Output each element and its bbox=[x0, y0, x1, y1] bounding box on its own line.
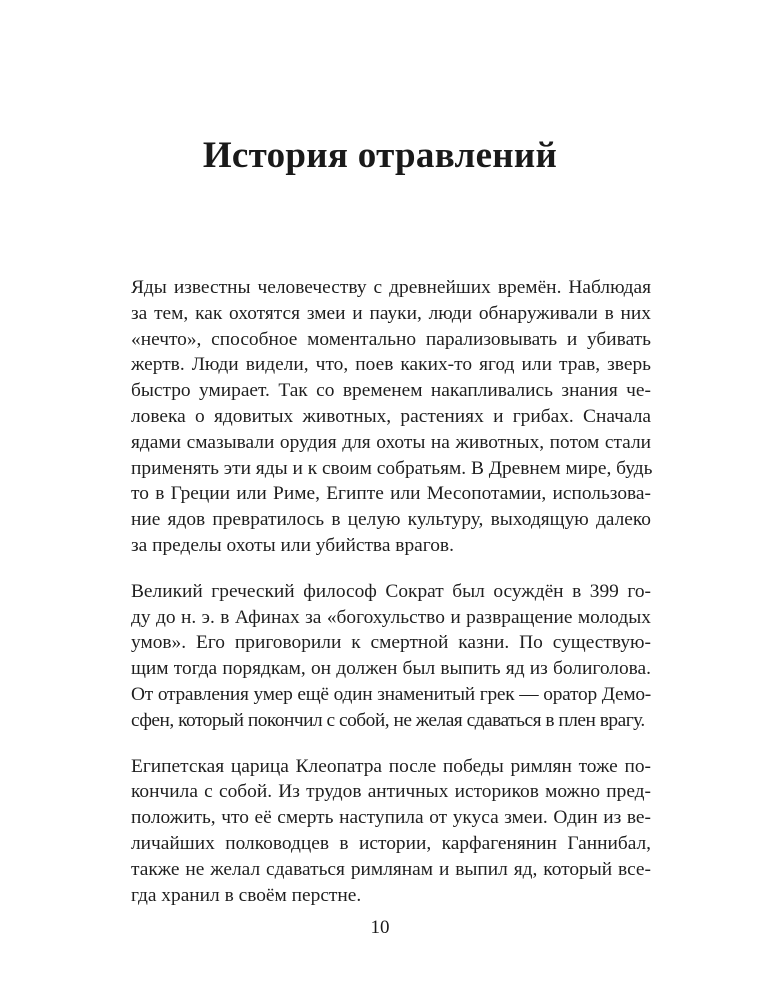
text-line: за пределы охоты или убийства врагов. bbox=[131, 534, 454, 556]
text-line: От отравления умер ещё один знаменитый грек — оратор Демо- bbox=[131, 683, 651, 705]
text-line: быстро умирает. Так со временем накапливались знания че- bbox=[131, 380, 651, 402]
text-line: умов». Его приговорили к смертной казни. По существую- bbox=[131, 632, 651, 654]
text-line: ние ядов превратилось в целую культуру, выходящую далеко bbox=[131, 509, 651, 531]
text-line: применять эти яды и к своим собратьям. В Древнем мире, будь bbox=[131, 457, 653, 479]
chapter-title: История отравлений bbox=[202, 135, 558, 176]
text-line: то в Греции или Риме, Египте или Месопотамии, использова- bbox=[131, 483, 651, 505]
text-line: ду до н. э. в Афинах за «богохульство и развращение молодых bbox=[131, 606, 651, 628]
text-line: личайших полководцев в истории, карфагенянин Ганнибал, bbox=[131, 832, 651, 854]
body-text bbox=[131, 275, 651, 908]
paragraph-1 bbox=[131, 275, 651, 559]
text-line: ядами смазывали орудия для охоты на животных, потом стали bbox=[131, 431, 651, 453]
text-line: щим тогда порядкам, он должен был выпить яд из болиголова. bbox=[131, 658, 651, 680]
text-line: Великий греческий философ Сократ был осуждён в 399 го- bbox=[131, 580, 651, 602]
text-line: положить, что её смерть наступила от укуса змеи. Один из ве- bbox=[131, 807, 651, 829]
text-line: также не желал сдаваться римлянам и выпил яд, который все- bbox=[131, 858, 651, 880]
paragraph-3 bbox=[131, 754, 651, 909]
text-line: «нечто», способное моментально парализовывать и убивать bbox=[131, 328, 651, 350]
text-line: Яды известны человечеству с древнейших времён. Наблюдая bbox=[131, 277, 651, 298]
text-line: Египетская царица Клеопатра после победы римлян тоже по- bbox=[131, 755, 651, 777]
page-number: 10 bbox=[370, 917, 390, 938]
paragraph-gap bbox=[131, 734, 651, 754]
text-line: за тем, как охотятся змеи и пауки, люди обнаруживали в них bbox=[131, 302, 651, 324]
paragraph-gap bbox=[131, 559, 651, 579]
text-line: гда хранил в своём перстне. bbox=[131, 884, 362, 906]
text-line: жертв. Люди видели, что, поев каких-то ягод или трав, зверь bbox=[131, 354, 651, 376]
text-line: сфен, который покончил с собой, не желая сдаваться в плен врагу. bbox=[131, 709, 645, 731]
text-line: ловека о ядовитых животных, растениях и грибах. Сначала bbox=[131, 405, 651, 427]
text-line: кончила с собой. Из трудов античных историков можно пред- bbox=[131, 781, 651, 803]
paragraph-2 bbox=[131, 579, 651, 734]
